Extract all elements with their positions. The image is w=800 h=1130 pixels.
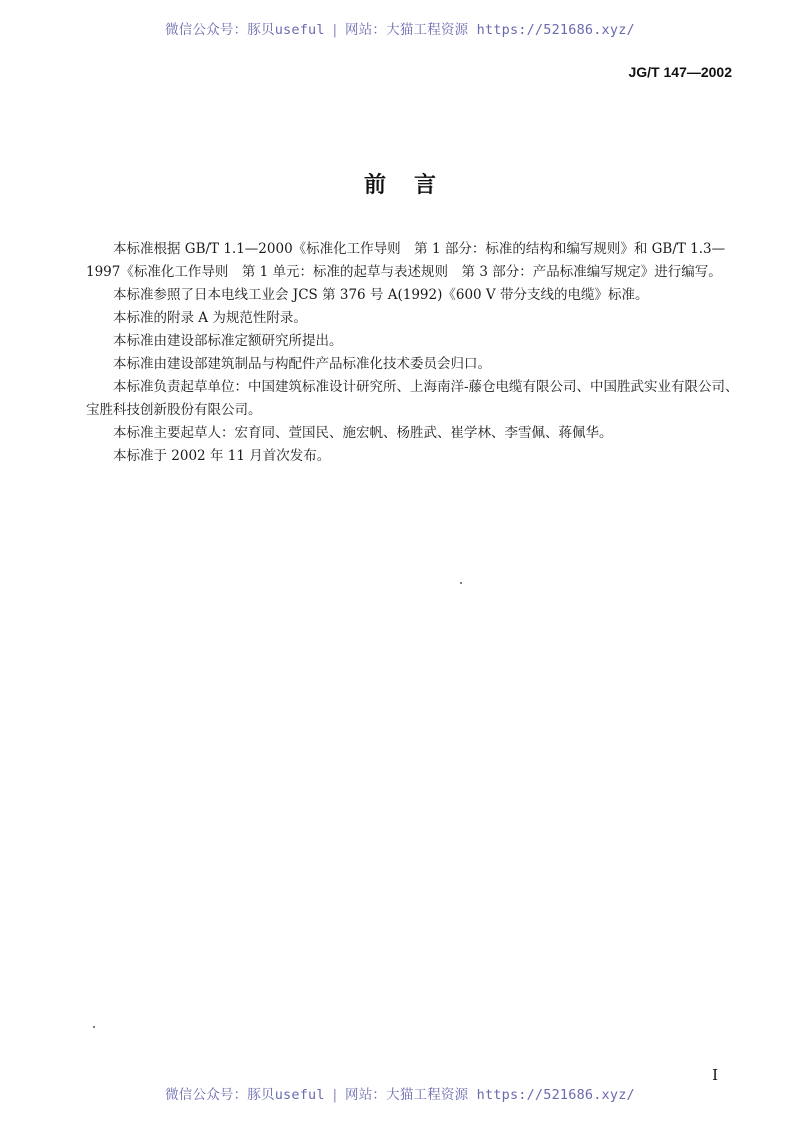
watermark-bottom [0,1083,800,1103]
paragraph: 本标准负责起草单位：中国建筑标准设计研究所、上海南洋-藤仓电缆有限公司、中国胜武实业有限公司、宝胜科技创新股份有限公司。 [86,379,739,418]
standard-code: JG/T 147—2002 [628,64,732,80]
page-number: I [712,1066,718,1084]
paragraph: 本标准由建设部标准定额研究所提出。 [113,333,343,349]
paragraph: 本标准主要起草人：宏育同、萱国民、施宏帆、杨胜武、崔学林、李雪佩、蒋佩华。 [113,425,613,441]
watermark-separator: | [330,1087,340,1103]
scan-speck [93,1026,95,1028]
paragraph: 本标准于 2002 年 11 月首次发布。 [113,448,331,464]
paragraph: 本标准由建设部建筑制品与构配件产品标准化技术委员会归口。 [113,356,491,372]
watermark-website[interactable]: 网站：大猫工程资源 https://521686.xyz/ [345,22,635,38]
paragraph: 本标准根据 GB/T 1.1—2000《标准化工作导则 第 1 部分：标准的结构和编写规则》和 GB/T 1.3—1997《标准化工作导则 第 1 单元：标准的起草与表述规则 第 3 部分：产品标准编写规定》进行编写。 [86,241,726,280]
watermark-website[interactable]: 网站：大猫工程资源 https://521686.xyz/ [345,1087,635,1103]
watermark-wechat: 微信公众号：豚贝useful [165,22,325,38]
paragraph: 本标准参照了日本电线工业会 JCS 第 376 号 A(1992)《600 V 带分支线的电缆》标准。 [113,287,649,303]
page-title: 前言 [363,173,464,198]
watermark-wechat: 微信公众号：豚贝useful [165,1087,325,1103]
foreword-body [86,238,746,468]
paragraph: 本标准的附录 A 为规范性附录。 [113,310,307,326]
watermark-separator: | [330,22,340,38]
watermark-top [0,18,800,38]
scan-speck [460,582,462,584]
